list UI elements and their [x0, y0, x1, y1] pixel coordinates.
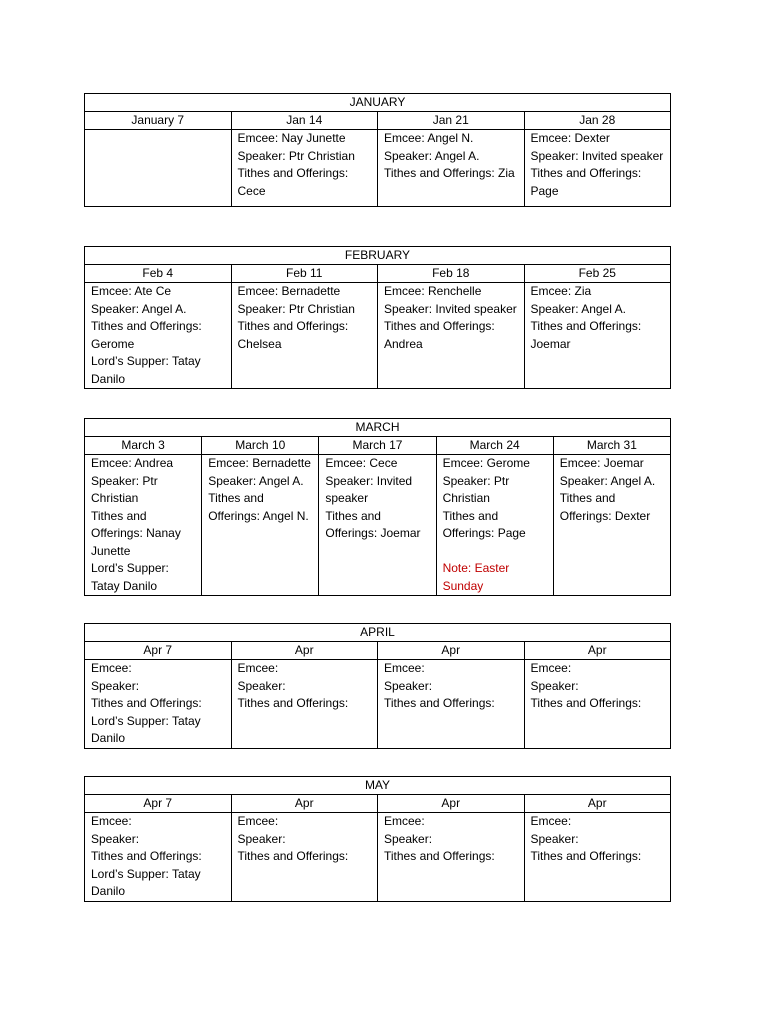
schedule-cell — [85, 283, 232, 389]
date-header: Feb 4 — [85, 265, 232, 283]
date-header: Apr — [524, 642, 671, 660]
schedule-cell — [85, 130, 232, 207]
cell-line: Tithes and Offerings: Joemar — [530, 319, 642, 351]
cell-line: Lord’s Supper: Tatay Danilo — [91, 713, 201, 745]
schedule-cell — [85, 455, 202, 596]
date-header: March 24 — [436, 437, 553, 455]
cell-line: Speaker: Ptr Christian — [91, 473, 158, 505]
cell-line: Emcee: Joemar — [559, 456, 644, 470]
cell-line: Speaker: Angel A. — [530, 301, 626, 316]
cell-line: Tithes and Offerings: Cece — [237, 166, 349, 198]
date-header: Jan 28 — [524, 112, 671, 130]
schedule-cell — [202, 455, 319, 596]
cell-line: Tithes and Offerings: Dexter — [559, 491, 651, 523]
schedule-cell — [524, 660, 671, 749]
cell-line: Speaker: Ptr Christian — [237, 301, 355, 316]
schedule-cell — [378, 130, 525, 207]
schedule-cell — [231, 130, 378, 207]
cell-line: Tithes and Offerings: Andrea — [384, 319, 495, 351]
cell-line: Emcee: — [384, 661, 425, 675]
schedule-cell — [436, 455, 553, 596]
schedule-cell — [524, 283, 671, 389]
month-title: MARCH — [85, 419, 671, 437]
cell-line: Tithes and Offerings: — [530, 696, 642, 710]
date-header: Apr — [378, 642, 525, 660]
cell-line: Emcee: — [237, 661, 279, 675]
cell-line: Tithes and Offerings: Page — [530, 166, 642, 198]
schedule-cell — [378, 283, 525, 389]
cell-line: Speaker: Ptr Christian — [237, 148, 355, 163]
cell-line: Emcee: — [530, 661, 572, 675]
cell-line: Emcee: — [384, 814, 425, 828]
cell-line: Tithes and Offerings: Gerome — [91, 319, 202, 351]
cell-line: Speaker: Invited speaker — [530, 148, 664, 163]
cell-line: Tithes and Offerings: Joemar — [325, 508, 421, 540]
month-table-february — [84, 246, 671, 389]
cell-line: Lord’s Supper: Tatay Danilo — [91, 866, 201, 898]
date-header: Apr — [378, 795, 525, 813]
cell-line: Emcee: Bernadette — [208, 456, 311, 470]
date-header: Apr — [231, 642, 378, 660]
schedule-cell — [524, 130, 671, 207]
date-header: Feb 18 — [378, 265, 525, 283]
date-header: Feb 11 — [231, 265, 378, 283]
date-header: March 3 — [85, 437, 202, 455]
cell-line: Tithes and Offerings: — [384, 849, 495, 863]
cell-line: Speaker: Invited speaker — [325, 473, 413, 505]
cell-line: Tithes and Offerings: — [237, 696, 349, 710]
month-title: JANUARY — [85, 94, 671, 112]
month-title: FEBRUARY — [85, 247, 671, 265]
month-table-january — [84, 93, 671, 207]
cell-line: Emcee: Nay Junette — [237, 131, 346, 145]
schedule-cell — [231, 283, 378, 389]
note-text: Note: Easter Sunday — [442, 561, 510, 593]
cell-line: Tithes and Offerings: Page — [442, 508, 526, 540]
cell-line: Speaker: — [91, 831, 140, 846]
cell-line: Emcee: Bernadette — [237, 284, 341, 298]
cell-line: Emcee: — [530, 814, 572, 828]
cell-line: Tithes and Offerings: — [91, 696, 202, 710]
cell-line: Speaker: Angel A. — [559, 473, 656, 488]
cell-line: Speaker: — [530, 831, 579, 846]
cell-line: Tithes and Offerings: Chelsea — [237, 319, 349, 351]
cell-line: Speaker: Angel A. — [384, 148, 480, 163]
date-header: March 17 — [319, 437, 436, 455]
cell-line: Emcee: Dexter — [530, 131, 610, 145]
date-header: January 7 — [85, 112, 232, 130]
cell-line: Speaker: — [530, 678, 579, 693]
schedule-cell — [524, 813, 671, 902]
schedule-cell — [231, 660, 378, 749]
cell-line: Speaker: — [237, 831, 286, 846]
month-table-march — [84, 418, 671, 596]
month-title: MAY — [85, 777, 671, 795]
cell-line: Speaker: Invited speaker — [384, 301, 517, 316]
cell-line: Emcee: Gerome — [442, 456, 530, 470]
cell-line: Speaker: Ptr Christian — [442, 473, 510, 505]
schedule-cell — [378, 813, 525, 902]
schedule-cell — [85, 813, 232, 902]
schedule-cell — [319, 455, 436, 596]
date-header: Apr 7 — [85, 795, 232, 813]
cell-line: Lord’s Supper: Tatay Danilo — [91, 561, 169, 593]
cell-line: Tithes and Offerings: Nanay Junette — [91, 508, 181, 558]
date-header: Apr 7 — [85, 642, 232, 660]
schedule-cell — [231, 813, 378, 902]
schedule-cell — [378, 660, 525, 749]
schedule-cell — [553, 455, 670, 596]
date-header: March 10 — [202, 437, 319, 455]
cell-line: Tithes and Offerings: Zia — [384, 166, 515, 180]
date-header: Apr — [524, 795, 671, 813]
cell-line: Speaker: — [384, 831, 433, 846]
cell-line: Tithes and Offerings: — [384, 696, 495, 710]
date-header: Jan 14 — [231, 112, 378, 130]
month-table-april — [84, 623, 671, 749]
cell-line: Emcee: Renchelle — [384, 284, 482, 298]
cell-line: Speaker: Angel A. — [208, 473, 304, 488]
date-header: March 31 — [553, 437, 670, 455]
cell-line: Emcee: Ate Ce — [91, 284, 172, 298]
month-title: APRIL — [85, 624, 671, 642]
cell-line: Speaker: — [384, 678, 433, 693]
cell-line: Emcee: — [237, 814, 279, 828]
date-header: Feb 25 — [524, 265, 671, 283]
cell-line: Speaker: — [91, 678, 140, 693]
cell-line: Emcee: — [91, 661, 132, 675]
cell-line: Emcee: Cece — [325, 456, 398, 470]
cell-line: Speaker: Angel A. — [91, 301, 187, 316]
cell-line: Tithes and Offerings: Angel N. — [208, 491, 309, 523]
cell-line: Tithes and Offerings: — [237, 849, 349, 863]
month-table-may — [84, 776, 671, 902]
cell-line: Tithes and Offerings: — [530, 849, 642, 863]
schedule-cell — [85, 660, 232, 749]
date-header: Apr — [231, 795, 378, 813]
cell-line: Speaker: — [237, 678, 286, 693]
cell-line: Emcee: — [91, 814, 132, 828]
cell-line: Emcee: Zia — [530, 284, 592, 298]
date-header: Jan 21 — [378, 112, 525, 130]
cell-line: Emcee: Andrea — [91, 456, 174, 470]
cell-line: Tithes and Offerings: — [91, 849, 202, 863]
cell-line: Lord’s Supper: Tatay Danilo — [91, 354, 201, 386]
cell-line: Emcee: Angel N. — [384, 131, 474, 145]
